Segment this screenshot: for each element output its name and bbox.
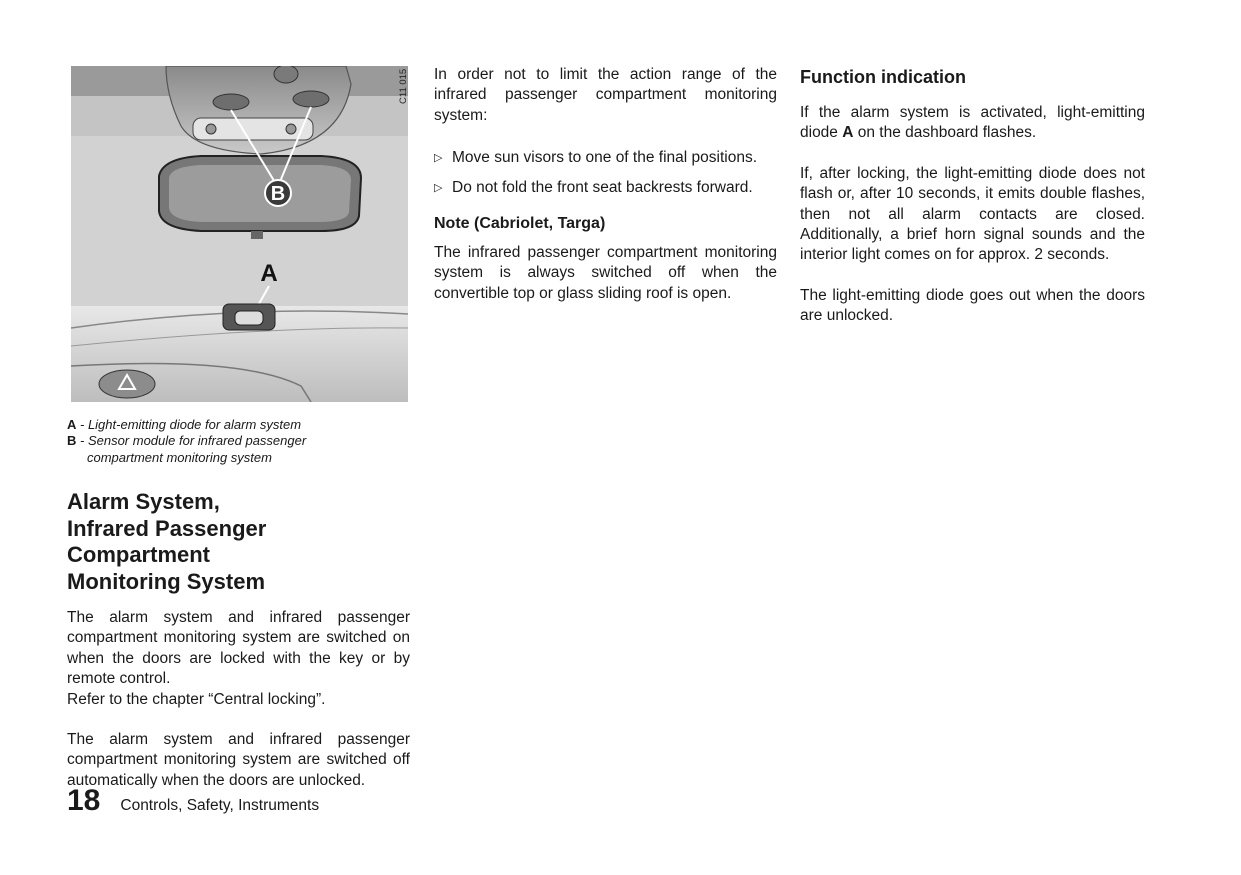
figure-caption	[67, 417, 407, 466]
page-number: 18	[67, 784, 101, 817]
note-text: The infrared passenger compartment monitoring system is always switched off when the convertible top or glass sliding roof is open.	[434, 244, 777, 302]
figure-code	[395, 66, 409, 106]
section-alarm-system	[67, 489, 410, 791]
section-paragraph-1: The alarm system and infrared passenger compartment monitoring system are switched on when the doors are locked with the key or by remote control.	[67, 609, 410, 688]
figure-code-text: C11 015	[398, 68, 409, 104]
middle-column	[434, 65, 777, 304]
bullet-item-2: ▷ Do not fold the front seat backrests forward.	[434, 178, 777, 198]
section-paragraph-1b: Refer to the chapter “Central locking”.	[67, 690, 326, 708]
function-paragraph-3: The light-emitting diode goes out when the doors are unlocked.	[800, 286, 1145, 325]
section-title-line2: Infrared Passenger Compartment	[67, 515, 267, 567]
triangle-bullet-icon: ▷	[434, 181, 443, 194]
note-title: Note (Cabriolet, Targa)	[434, 215, 606, 233]
middle-intro: In order not to limit the action range of the infrared passenger compartment monitoring system:	[434, 66, 777, 124]
section-title-line1: Alarm System,	[67, 489, 220, 514]
function-paragraph-2: If, after locking, the light-emitting diode does not flash or, after 10 seconds, it emits double flashes, then not all alarm contacts are closed. Additionally, a brief horn signal sounds and the interior light comes on for approx. 2 seconds.	[800, 164, 1145, 264]
function-paragraph-1: If the alarm system is activated, light-emitting diode A on the dashboard flashes.	[800, 104, 1145, 142]
interior-illustration-drawing	[71, 66, 408, 402]
triangle-bullet-icon: ▷	[434, 152, 443, 165]
section-paragraph-2: The alarm system and infrared passenger compartment monitoring system are switched off automatically when the doors are unlocked.	[67, 731, 410, 789]
caption-b-continued: compartment monitoring system	[87, 449, 272, 465]
section-title-line3: Monitoring System	[67, 568, 266, 594]
chapter-title: Controls, Safety, Instruments	[120, 797, 320, 814]
bullet-item-1: ▷ Move sun visors to one of the final positions.	[434, 148, 777, 168]
caption-a: A - Light-emitting diode for alarm system	[67, 417, 302, 432]
right-column	[800, 66, 1145, 327]
page-footer	[67, 784, 467, 818]
caption-b: B - Sensor module for infrared passenger	[67, 433, 307, 449]
function-indication-title: Function indication	[800, 67, 966, 87]
figure-label-b: B	[270, 183, 286, 205]
interior-illustration	[71, 66, 408, 402]
figure-label-a: A	[260, 260, 278, 287]
